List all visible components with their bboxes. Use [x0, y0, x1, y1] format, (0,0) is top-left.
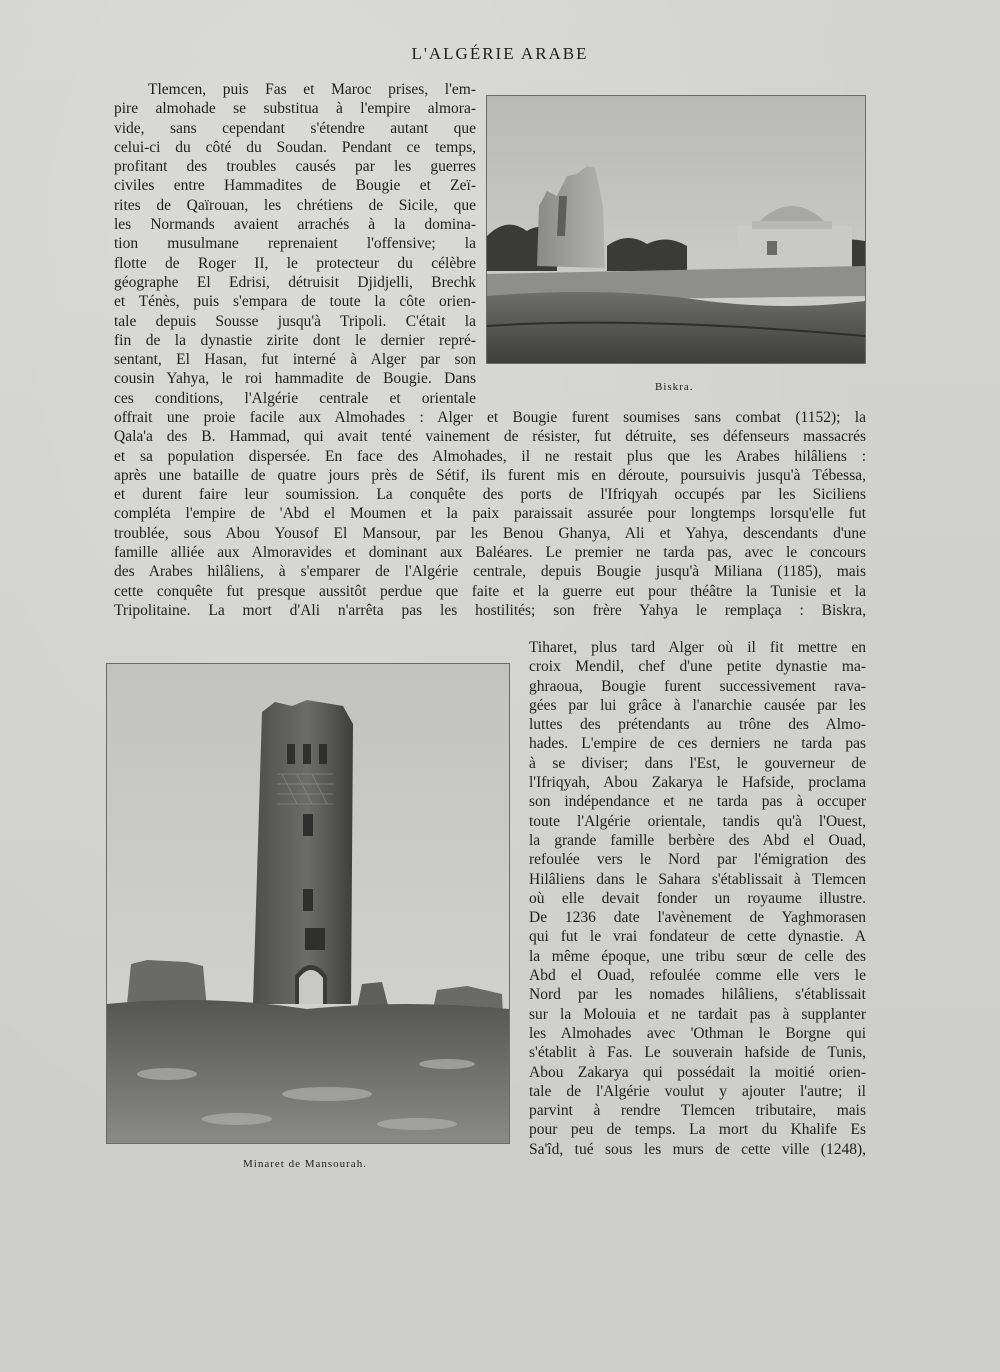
- text-line: tale depuis Sousse jusqu'à Tripoli. C'était la: [114, 312, 476, 330]
- text-line: tale de l'Algérie voulut y ajouter l'autre; il: [529, 1082, 866, 1100]
- text-line: géographe El Edrisi, détruisit Djidjelli, Brechk: [114, 273, 476, 291]
- text-line: Abou Zakarya qui possédait la moitié orien-: [529, 1063, 866, 1081]
- text-line: les Almohades avec 'Othman le Borgne qui: [529, 1024, 866, 1042]
- text-line: Tiharet, plus tard Alger où il fit mettre en: [529, 639, 866, 656]
- text-line: l'Ifriqyah, Abou Zakarya le Hafside, proclama: [529, 774, 866, 792]
- text-line: la même époque, une tribu sœur de celle des: [529, 947, 866, 965]
- text-line: fin de la dynastie zirite dont le dernier repré-: [114, 331, 476, 349]
- text-line: cette conquête fut presque aussitôt perdue que faite et la guerre eut pour théâtre la Tunisie et la: [114, 582, 866, 600]
- text-line: et durent faire leur soumission. La conquête des ports de l'Ifriqyah occupés par les Siciliens: [114, 486, 866, 504]
- text-line: toute l'Algérie orientale, tandis qu'à l'Ouest,: [529, 812, 866, 830]
- photo-minaret-mansourah: [106, 663, 510, 1144]
- text-line: sentant, El Hasan, fut interné à Alger par son: [114, 351, 476, 369]
- text-line: où elle devait fonder un royaume illustre.: [529, 889, 866, 907]
- text-line: Qala'a des B. Hammad, qui avait tenté vainement de résister, fut détruite, ses défenseurs massacrés: [114, 428, 866, 446]
- text-line: la grande famille berbère des Abd el Ouad,: [529, 831, 866, 849]
- text-line: civiles entre Hammadites de Bougie et Zeï-: [114, 177, 476, 195]
- text-line: tion musulmane reprenaient l'offensive; la: [114, 235, 476, 253]
- text-line: flotte de Roger II, le protecteur du célèbre: [114, 254, 476, 272]
- text-line: vide, sans cependant s'étendre autant que: [114, 119, 476, 137]
- text-line: Hilâliens dans le Sahara s'établissait à Tlemcen: [529, 870, 866, 888]
- text-column-bottom-right: [529, 638, 866, 1159]
- text-line: qui fut le vrai fondateur de cette dynastie. A: [529, 928, 866, 946]
- text-line: De 1236 date l'avènement de Yaghmorasen: [529, 909, 866, 927]
- text-line: à se diviser; dans l'Est, le gouverneur de: [529, 754, 866, 772]
- running-head: L'ALGÉRIE ARABE: [411, 44, 589, 63]
- text-line: après une bataille de quatre jours près de Sétif, ils furent mis en déroute, poursuivis jusqu'à Tébessa,: [114, 466, 866, 484]
- text-line: s'établit à Fas. Le souverain hafside de Tunis,: [529, 1044, 866, 1062]
- text-column-top-left: [114, 80, 476, 408]
- text-line: ces conditions, l'Algérie centrale et orientale: [114, 389, 476, 407]
- text-line: croix Mendil, chef d'une petite dynastie ma-: [529, 658, 866, 676]
- text-line: les Normands avaient arrachés à la domina-: [114, 216, 476, 234]
- text-line: gées par lui grâce à l'anarchie causée par les: [529, 696, 866, 714]
- caption-minaret-mansourah: Minaret de Mansourah.: [243, 1158, 367, 1170]
- text-line: refoulée vers le Nord par l'émigration des: [529, 851, 866, 869]
- text-line: cousin Yahya, le roi hammadite de Bougie. Dans: [114, 370, 476, 388]
- photo-biskra: [486, 95, 866, 364]
- text-line: et Ténès, puis s'empara de toute la côte orien-: [114, 293, 476, 311]
- text-line: son indépendance et ne tarda pas à occuper: [529, 793, 866, 811]
- text-line: compléta l'empire de 'Abd el Moumen et la paix paraissait assurée pour longtemps lorsqu'elle fut: [114, 505, 866, 523]
- text-line: hades. L'empire de ces derniers ne tarda pas: [529, 735, 866, 753]
- text-line: Nord par les nomades hilâliens, s'établissait: [529, 986, 866, 1004]
- photo-biskra-image: [487, 96, 865, 363]
- text-column-full-width: [114, 408, 866, 620]
- caption-biskra: Biskra.: [655, 381, 694, 393]
- text-line: troublée, sous Abou Yousof El Mansour, par les Benou Ghanya, Ali et Yahya, descendants d'une: [114, 524, 866, 542]
- text-line: des Arabes hilâliens, à s'emparer de l'Algérie centrale, depuis Bougie jusqu'à Miliana (1185), mais: [114, 563, 866, 581]
- text-line: Abd el Ouad, refoulée comme elle vers le: [529, 967, 866, 985]
- photo-minaret-mansourah-image: [107, 664, 509, 1143]
- text-line: Sa'îd, tué sous les murs de cette ville (1248),: [529, 1140, 866, 1158]
- text-line: pire almohade se substitua à l'empire almora-: [114, 100, 476, 118]
- text-line: pour peu de temps. La mort du Khalife Es: [529, 1121, 866, 1139]
- text-line: parvint à rendre Tlemcen tributaire, mais: [529, 1102, 866, 1120]
- text-line: profitant des troubles causés par les guerres: [114, 158, 476, 176]
- text-line: rites de Qaïrouan, les chrétiens de Sicile, que: [114, 196, 476, 214]
- text-line: ghraoua, Bougie furent successivement rava-: [529, 677, 866, 695]
- text-line: Tripolitaine. La mort d'Ali n'arrêta pas les hostilités; son frère Yahya le remplaça : Biskra,: [114, 601, 866, 619]
- text-line: celui-ci du côté du Soudan. Pendant ce temps,: [114, 138, 476, 156]
- text-line: luttes des prétendants au trône des Almo-: [529, 716, 866, 734]
- text-line: offrait une proie facile aux Almohades : Alger et Bougie furent soumises sans combat (1152); la: [114, 409, 866, 426]
- text-line: et sa population dispersée. En face des Almohades, il ne restait plus que les Arabes hilâliens :: [114, 447, 866, 465]
- text-line: famille alliée aux Almoravides et dominant aux Baléares. Le premier ne tarda pas, avec le concours: [114, 544, 866, 562]
- text-line: sur la Molouia et ne tardait pas à supplanter: [529, 1005, 866, 1023]
- text-line: Tlemcen, puis Fas et Maroc prises, l'em-: [148, 81, 476, 98]
